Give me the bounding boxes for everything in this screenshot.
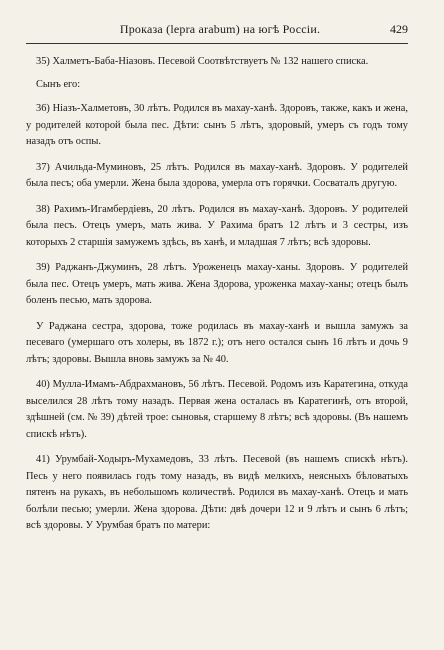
paragraph-39-sister: У Раджана сестра, здорова, тоже родилась въ махау-ханѣ и вышла замужъ за песеваго (умершаго отъ холеры, въ 1872 г.); отъ него остался сынъ 16 лѣтъ и дочь 9 лѣтъ; здоровы. Вышла вновь замужъ за № 40. bbox=[26, 320, 408, 365]
section-label: Сынъ его: bbox=[36, 78, 81, 90]
paragraph-36: 36) Ніазъ-Халметовъ, 30 лѣтъ. Родился въ махау-ханѣ. Здоровъ, также, какъ и жена, у родителей которой была пес. Дѣти: сынъ 5 лѣтъ, здоровый, умеръ съ годъ тому назадъ отъ оспы. bbox=[26, 103, 408, 147]
paragraph-38: 38) Рахимъ-Игамбердіевъ, 20 лѣтъ. Родился въ махау-ханѣ. Здоровъ. У родителей была песъ. Отецъ умеръ, мать жива. У Рахима братъ 12 лѣтъ и 3 сестры, изъ которыхъ 2 старшія замужемъ здѣсь, въ ханѣ, и младшая 7 лѣтъ; всѣ здоровы. bbox=[26, 203, 408, 248]
page-number: 429 bbox=[390, 22, 408, 36]
paragraph-35: 35) Халметъ-Баба-Ніазовъ. Песевой Соотвѣтствуетъ № 132 нашего списка. bbox=[36, 56, 369, 67]
header-title: Проказа (lepra arabum) на югѣ Россіи. bbox=[119, 22, 321, 36]
paragraph-41: 41) Урумбай-Ходыръ-Мухамедовъ, 33 лѣтъ. Песевой (въ нашемъ спискѣ нѣтъ). Песь у него появилась годъ тому назадъ, въ видѣ мелкихъ, неясныхъ бѣловатыхъ пятенъ на рукахъ, въ небольшомъ количествѣ. Родился въ махау-ханѣ. Отецъ и мать болѣли песью; умерли. Жена здорова. Дѣти: двѣ дочери 12 и 9 лѣтъ и сынъ 6 лѣтъ; всѣ здоровы. У Урумбая братъ по матери: bbox=[26, 454, 408, 531]
paragraph-37: 37) Ачильда-Муминовъ, 25 лѣтъ. Родился въ махау-ханѣ. Здоровъ. У родителей была песъ; оба умерли. Жена была здорова, умерла отъ горячки. Сосваталъ другую. bbox=[26, 161, 408, 189]
paragraph-39: 39) Раджанъ-Джуминъ, 28 лѣтъ. Уроженецъ махау-ханы. Здоровъ. У родителей была пес. Отецъ умеръ, мать жива. Жена Здорова, уроженка махау-ханы; отецъ былъ боленъ песью, мать здорова. bbox=[26, 262, 408, 306]
running-header bbox=[26, 22, 408, 44]
paragraph-40: 40) Мулла-Имамъ-Абдрахмановъ, 56 лѣтъ. Песевой. Родомъ изъ Каратегина, откуда выселился 28 лѣтъ тому назадъ. Первая жена осталась въ Каратегинѣ, отъ второй, здѣшней (см. № 39) дѣтей трое: сыновья, старшему 8 лѣтъ; всѣ здоровы. (Въ нашемъ спискѣ нѣтъ). bbox=[26, 379, 408, 440]
